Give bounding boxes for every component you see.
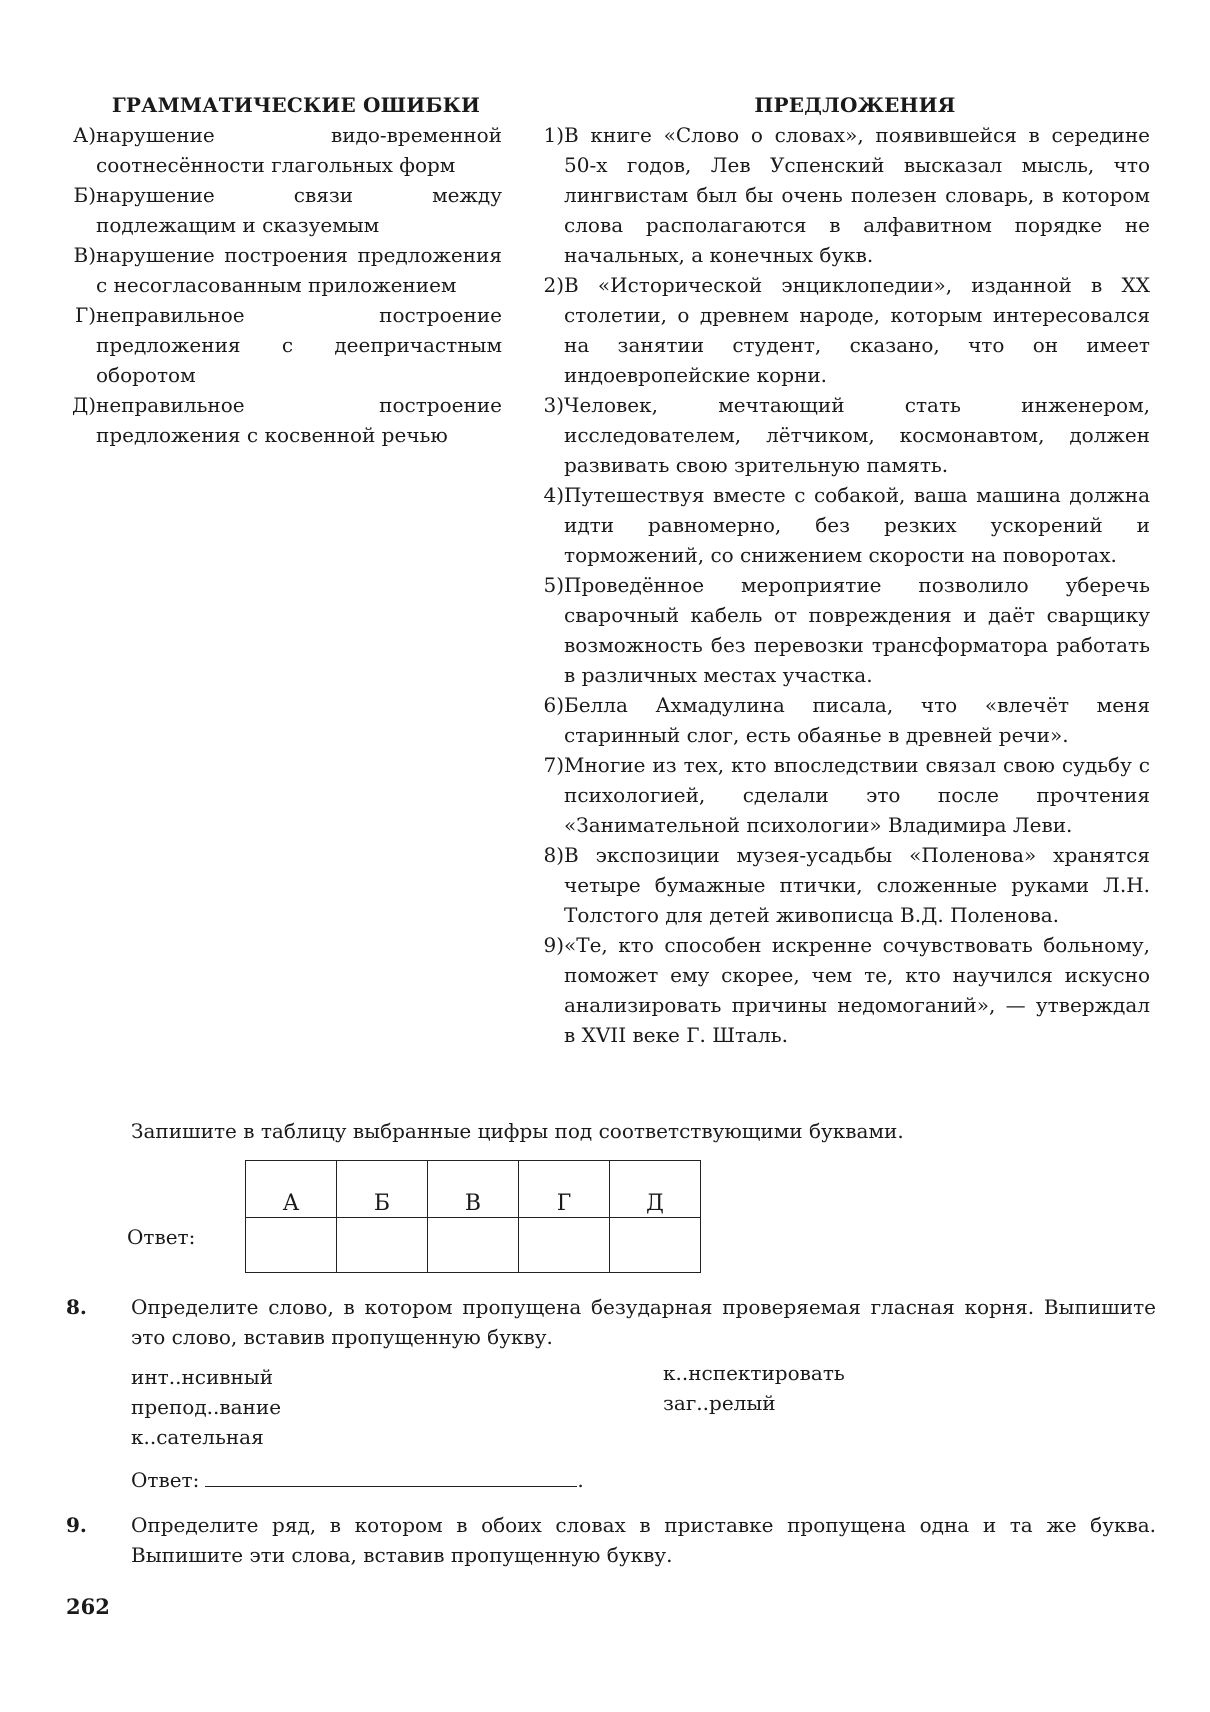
item-text: нарушение видо-временной соотнесённости глагольных форм bbox=[96, 123, 502, 177]
answer-cell-b[interactable] bbox=[337, 1218, 428, 1273]
answer-cell-a[interactable] bbox=[246, 1218, 337, 1273]
answer-label: Ответ: bbox=[131, 1468, 200, 1492]
word-option: заг..релый bbox=[663, 1391, 776, 1415]
item-letter: А) bbox=[73, 123, 96, 147]
answer-period: . bbox=[577, 1468, 584, 1492]
item-text: В экспозиции музея-усадьбы «Поленова» хранятся четыре бумажные птички, сложенные руками Л.Н. Толстого для детей живописца В.Д. Поленова. bbox=[564, 843, 1150, 927]
grammar-errors-list bbox=[60, 120, 502, 450]
item-letter: Г) bbox=[74, 303, 96, 327]
sentence-item bbox=[530, 390, 1150, 480]
table-instruction: Запишите в таблицу выбранные цифры под соответствующими буквами. bbox=[131, 1119, 904, 1143]
item-text: Проведённое мероприятие позволило уберечь сварочный кабель от повреждения и даёт сварщику возможность без перевозки трансформатора работать в различных местах участка. bbox=[564, 573, 1150, 687]
answer-cell-v[interactable] bbox=[428, 1218, 519, 1273]
task-number: 9. bbox=[66, 1513, 87, 1537]
sentence-item bbox=[530, 120, 1150, 270]
answer-header-v: В bbox=[428, 1161, 519, 1218]
task-9 bbox=[66, 1510, 1156, 1570]
sentences-column bbox=[530, 90, 1150, 1050]
answer-line[interactable] bbox=[205, 1462, 577, 1487]
sentence-item bbox=[530, 750, 1150, 840]
answer-header-a: А bbox=[246, 1161, 337, 1218]
item-text: неправильное построение предложения с косвенной речью bbox=[96, 393, 502, 447]
item-letter: В) bbox=[73, 243, 96, 267]
item-number: 5) bbox=[543, 573, 564, 597]
item-text: Белла Ахмадулина писала, что «влечёт меня старинный слог, есть обаянье в древней речи». bbox=[564, 693, 1150, 747]
word-option: к..сательная bbox=[131, 1425, 264, 1449]
sentence-item bbox=[530, 480, 1150, 570]
sentence-item bbox=[530, 930, 1150, 1050]
grammar-error-item bbox=[60, 300, 502, 390]
item-number: 1) bbox=[543, 123, 564, 147]
sentence-item bbox=[530, 570, 1150, 690]
task-text: Определите ряд, в котором в обоих словах в приставке пропущена одна и та же буква. Выпишите эти слова, вставив пропущенную букву. bbox=[131, 1513, 1156, 1567]
answer-cell-g[interactable] bbox=[519, 1218, 610, 1273]
item-text: Путешествуя вместе с собакой, ваша машина должна идти равномерно, без резких ускорений и торможений, со снижением скорости на поворотах. bbox=[564, 483, 1150, 567]
item-text: нарушение построения предложения с несогласованным приложением bbox=[96, 243, 502, 297]
item-number: 2) bbox=[543, 273, 564, 297]
item-text: В «Исторической энциклопедии», изданной в XX столетии, о древнем народе, которым интересовался на занятии студент, сказано, что он имеет индоевропейские корни. bbox=[564, 273, 1150, 387]
answer-header-d: Д bbox=[610, 1161, 701, 1218]
answer-table-input-row bbox=[246, 1218, 701, 1273]
answer-cell-d[interactable] bbox=[610, 1218, 701, 1273]
grammar-error-item bbox=[60, 390, 502, 450]
item-text: «Те, кто способен искренне сочувствовать больному, поможет ему скорее, чем те, кто научился искусно анализировать причины недомоганий», — утверждал в XVII веке Г. Шталь. bbox=[564, 933, 1150, 1047]
grammar-errors-column bbox=[60, 90, 502, 450]
sentences-title: ПРЕДЛОЖЕНИЯ bbox=[754, 93, 956, 117]
task-text: Определите слово, в котором пропущена безударная проверяемая гласная корня. Выпишите это слово, вставив пропущенную букву. bbox=[131, 1295, 1156, 1349]
item-text: нарушение связи между подлежащим и сказуемым bbox=[96, 183, 502, 237]
item-text: В книге «Слово о словах», появившейся в середине 50-х годов, Лев Успенский высказал мысль, что лингвистам был бы очень полезен словарь, в котором слова располагаются в алфавитном порядке не начальных, а конечных букв. bbox=[564, 123, 1150, 267]
item-number: 3) bbox=[543, 393, 564, 417]
item-number: 8) bbox=[543, 843, 564, 867]
answer-table-header-row bbox=[246, 1161, 701, 1218]
item-number: 9) bbox=[543, 933, 564, 957]
grammar-errors-title: ГРАММАТИЧЕСКИЕ ОШИБКИ bbox=[111, 93, 481, 117]
item-number: 7) bbox=[543, 753, 564, 777]
grammar-error-item bbox=[60, 180, 502, 240]
item-text: неправильное построение предложения с деепричастным оборотом bbox=[96, 303, 502, 387]
item-number: 6) bbox=[543, 693, 564, 717]
page-number: 262 bbox=[66, 1594, 110, 1619]
task-8 bbox=[66, 1292, 1156, 1352]
task-8-answer bbox=[131, 1462, 584, 1495]
word-option: инт..нсивный bbox=[131, 1365, 274, 1389]
word-option: препод..вание bbox=[131, 1395, 282, 1419]
sentence-item bbox=[530, 690, 1150, 750]
answer-label: Ответ: bbox=[127, 1225, 196, 1249]
item-number: 4) bbox=[543, 483, 564, 507]
sentences-list bbox=[530, 120, 1150, 1050]
item-text: Человек, мечтающий стать инженером, исследователем, лётчиком, космонавтом, должен развивать свою зрительную память. bbox=[564, 393, 1150, 477]
sentence-item bbox=[530, 840, 1150, 930]
item-text: Многие из тех, кто впоследствии связал свою судьбу с психологией, сделали это после прочтения «Занимательной психологии» Владимира Леви. bbox=[564, 753, 1150, 837]
grammar-error-item bbox=[60, 240, 502, 300]
answer-header-b: Б bbox=[337, 1161, 428, 1218]
task-number: 8. bbox=[66, 1295, 87, 1319]
item-letter: Д) bbox=[71, 393, 96, 417]
sentence-item bbox=[530, 270, 1150, 390]
word-option: к..нспектировать bbox=[663, 1361, 845, 1385]
item-letter: Б) bbox=[73, 183, 96, 207]
answer-table bbox=[245, 1160, 701, 1273]
grammar-error-item bbox=[60, 120, 502, 180]
answer-header-g: Г bbox=[519, 1161, 610, 1218]
